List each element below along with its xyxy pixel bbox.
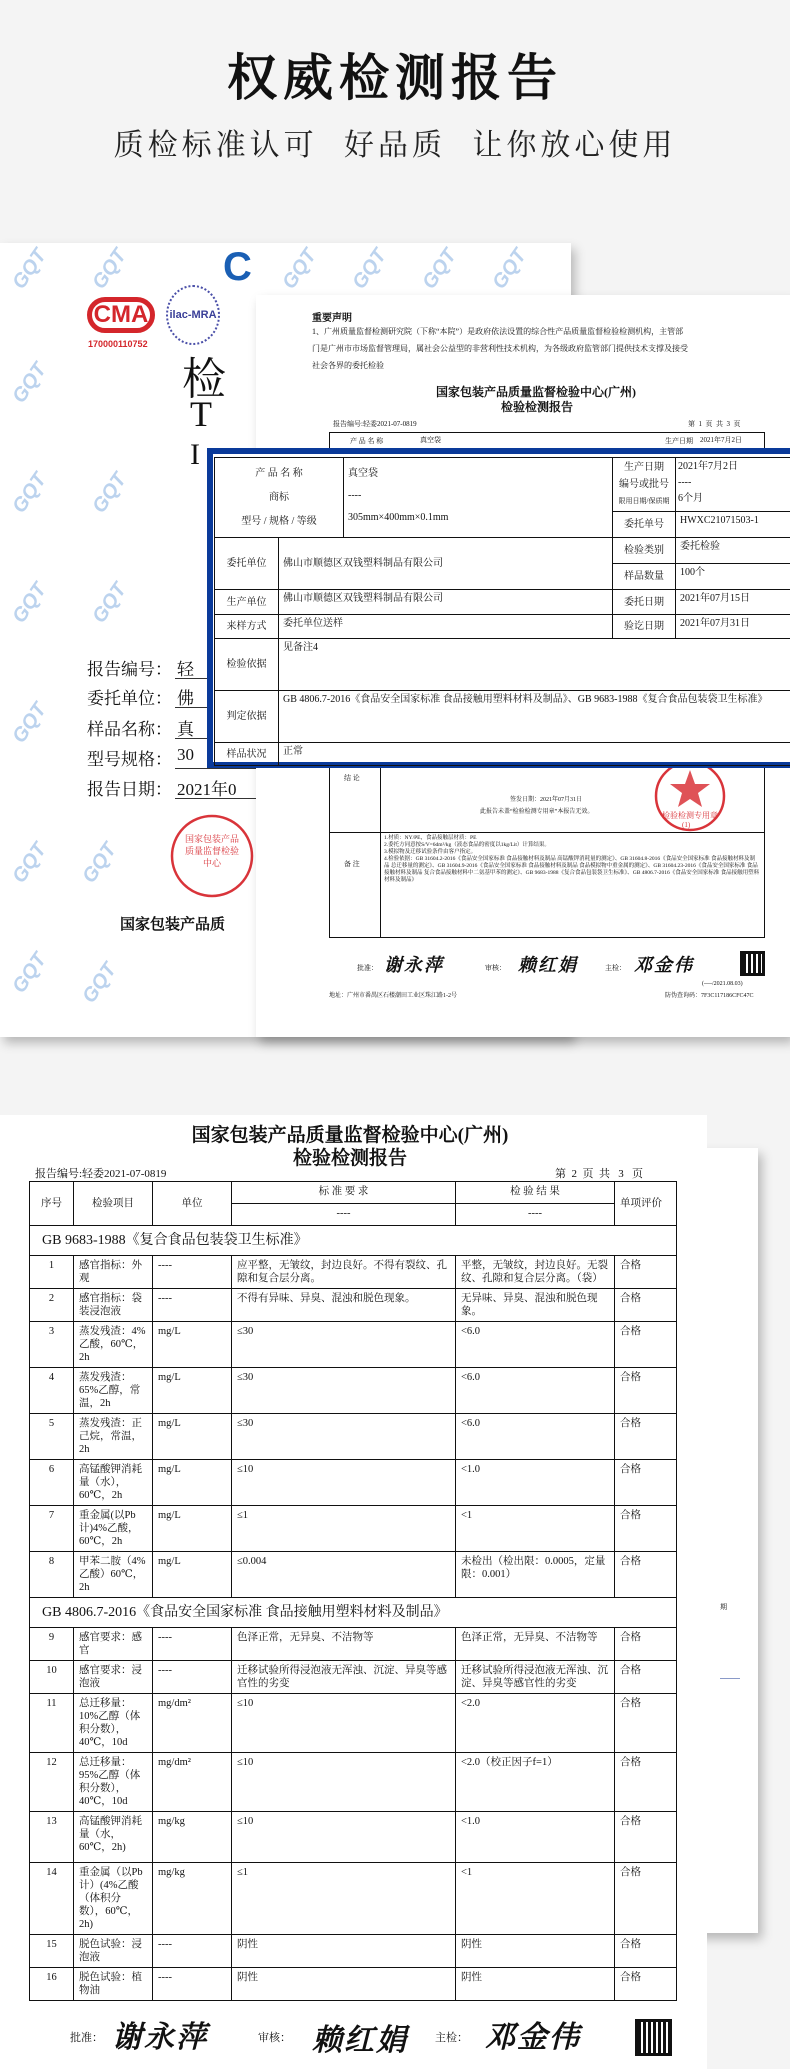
unit: mg/L (153, 1552, 232, 1598)
order-no-value: HWXC21071503-1 (676, 512, 790, 538)
standard-requirement: ≤30 (232, 1368, 456, 1414)
lab-address: 地址：广州市番禺区石楼潮田工业区珠江路1-2号 (329, 992, 457, 1001)
test-results-table (29, 1181, 677, 2001)
qr-date: (----/2021.08.03) (702, 980, 743, 989)
cma-logo: CMA (87, 297, 155, 333)
evaluation: 合格 (615, 1863, 677, 1935)
section-title: GB 4806.7-2016《食品安全国家标准 食品接触用塑料材料及制品》 (30, 1598, 677, 1628)
test-item: 重金属（以Pb计）(4%乙酸（体积分数），60℃，2h) (74, 1863, 153, 1935)
row-number: 15 (30, 1935, 74, 1968)
test-result: 色泽正常，无异臭、不洁物等 (456, 1628, 615, 1661)
gqt-watermark: GQT (8, 469, 52, 518)
cover-title-fragment: T (190, 393, 212, 435)
remark-line: 4.检验依据：GB 31604.2-2016《食品安全国家标准 食品接触材料及制品 高锰酸钾消耗量的测定》、GB 31604.8-2016《食品安全国家标准 食品接触材料及制品 总迁移量的测定》、GB 31604.9-2016《食品安全国家标准 食品接触材料及制品 食品模拟物中重金属的测定》、GB 31604.23-2016《食品安全国家标准 食品接触材料及制品 复合食品接触材料中二氨基甲苯的测定》、GB 9683-1988《复合食品包装袋卫生标准》、GB 4806.7-2016《食品安全国家标准 食品接触用塑料材料及制品》 (384, 856, 760, 884)
standard-requirement: ≤1 (232, 1506, 456, 1552)
table-row (30, 1935, 677, 1968)
test-result: <6.0 (456, 1414, 615, 1460)
report-number: 报告编号:轻委2021-07-0819 (333, 420, 417, 429)
col-header-evaluation: 单项评价 (615, 1182, 677, 1226)
unit: mg/L (153, 1460, 232, 1506)
test-result: <1.0 (456, 1812, 615, 1863)
inspect-label: 主检： (435, 2029, 468, 2045)
approve-signature: 谢永萍 (384, 951, 444, 977)
cover-field-value: 轻 (177, 655, 194, 680)
cover-field-label: 样品名称： (87, 715, 172, 740)
row-number: 13 (30, 1812, 74, 1863)
unit: mg/kg (153, 1863, 232, 1935)
table-row (30, 1506, 677, 1552)
test-item: 重金属(以Pb计)4%乙酸，60℃，2h (74, 1506, 153, 1552)
issue-date: 签发日期：2021年07月31日 (510, 796, 582, 805)
standard-requirement: ≤10 (232, 1812, 456, 1863)
sample-qty-value: 100个 (676, 564, 790, 590)
inspect-signature: 邓金伟 (634, 951, 694, 977)
svg-text:检验检测专用章: 检验检测专用章 (662, 810, 718, 820)
sample-qty-label: 样品数量 (613, 564, 676, 590)
evaluation: 合格 (615, 1256, 677, 1289)
gqt-watermark: GQT (418, 245, 462, 294)
page-fragment: 期 (720, 1603, 727, 1612)
judgement-basis-value: GB 4806.7-2016《食品安全国家标准 食品接触用塑料材料及制品》、GB 9683-1988《复合食品包装袋卫生标准》 (279, 691, 790, 743)
row-number: 16 (30, 1968, 74, 2001)
sample-status-value: 正常 (279, 743, 790, 766)
standard-requirement: ≤30 (232, 1322, 456, 1368)
test-result: 迁移试验所得浸泡液无浑浊、沉淀、异臭等感官性的劣变 (456, 1661, 615, 1694)
report-number: 报告编号:轻委2021-07-0819 (35, 1165, 166, 1181)
conclusion-remarks-table (329, 760, 765, 938)
order-no-label: 委托单号 (613, 512, 676, 538)
evaluation: 合格 (615, 1968, 677, 2001)
test-result: 阴性 (456, 1968, 615, 2001)
entrust-date-label: 委托日期 (613, 590, 676, 615)
batch-value: ---- (678, 475, 788, 491)
table-row (30, 1661, 677, 1694)
evaluation: 合格 (615, 1812, 677, 1863)
row-number: 12 (30, 1753, 74, 1812)
row-number: 8 (30, 1552, 74, 1598)
completion-date-value: 2021年07月31日 (676, 615, 790, 639)
unit: mg/L (153, 1322, 232, 1368)
anti-fake-code: 防伪查询码：7F3C117186CFC47C (665, 992, 753, 1001)
table-row (30, 1414, 677, 1460)
col-header-unit: 单位 (153, 1182, 232, 1226)
page-heading: 权威检测报告 (0, 38, 790, 110)
evaluation: 合格 (615, 1694, 677, 1753)
standard-requirement: ≤10 (232, 1694, 456, 1753)
table-row (30, 1256, 677, 1289)
conclusion-label: 结 论 (344, 774, 360, 783)
model-label: 型号 / 规格 / 等级 (219, 510, 339, 534)
standard-requirement: 迁移试验所得浸泡液无浑浊、沉淀、异臭等感官性的劣变 (232, 1661, 456, 1694)
row-number: 6 (30, 1460, 74, 1506)
standard-requirement: 阴性 (232, 1968, 456, 2001)
sample-status-label: 样品状况 (215, 743, 279, 766)
product-name-label: 产 品 名 称 (219, 462, 339, 486)
inspect-label: 主检： (605, 964, 626, 973)
test-result: <1 (456, 1506, 615, 1552)
approve-label: 批准： (357, 964, 378, 973)
row-number: 7 (30, 1506, 74, 1552)
test-result: 平整，无皱纹，封边良好。无裂纹、孔隙和复合层分离。（袋） (456, 1256, 615, 1289)
unit: mg/L (153, 1414, 232, 1460)
approve-label: 批准： (70, 2029, 103, 2045)
standard-requirement: 应平整，无皱纹，封边良好。不得有裂纹、孔隙和复合层分离。 (232, 1256, 456, 1289)
production-date-value: 2021年7月2日 (678, 459, 788, 475)
gqt-watermark: GQT (88, 245, 132, 294)
test-item: 脱色试验：植物油 (74, 1968, 153, 2001)
report-page-2 (0, 1115, 707, 2069)
qr-code (635, 2019, 672, 2056)
table-row (30, 1694, 677, 1753)
table-row (30, 1552, 677, 1598)
date-values-cell (676, 458, 790, 512)
report-org-title: 国家包装产品质量监督检验中心(广州) (436, 383, 636, 400)
unit: mg/L (153, 1506, 232, 1552)
unit: mg/dm² (153, 1753, 232, 1812)
manufacturer-value: 佛山市顺德区双钱塑料制品有限公司 (279, 590, 613, 615)
test-item: 感官要求：感官 (74, 1628, 153, 1661)
standard-requirement: ≤10 (232, 1460, 456, 1506)
test-item: 感官指标：外观 (74, 1256, 153, 1289)
gqt-watermark: GQT (8, 699, 52, 748)
sample-info-table (214, 457, 790, 766)
table-row (30, 1863, 677, 1935)
row-number: 10 (30, 1661, 74, 1694)
remark-line: 3.模拟物及迁移试验条件由客户指定。 (384, 849, 760, 856)
client-value: 佛山市顺德区双钱塑料制品有限公司 (279, 538, 613, 590)
row-number: 14 (30, 1863, 74, 1935)
standard-requirement: ≤0.004 (232, 1552, 456, 1598)
cover-field-value: 真 (177, 715, 194, 740)
test-result: 阴性 (456, 1935, 615, 1968)
evaluation: 合格 (615, 1322, 677, 1368)
unit: ---- (153, 1289, 232, 1322)
gqt-watermark: GQT (8, 579, 52, 628)
cover-field-underline (175, 768, 265, 769)
row-number: 11 (30, 1694, 74, 1753)
cover-field-label: 报告编号： (87, 655, 172, 680)
review-signature: 赖红娟 (518, 951, 578, 977)
evaluation: 合格 (615, 1661, 677, 1694)
manufacturer-label: 生产单位 (215, 590, 279, 615)
model-value: 305mm×400mm×0.1mm (348, 507, 608, 529)
gqt-watermark: GQT (8, 839, 52, 888)
cover-footer-org: 国家包装产品质 (120, 913, 225, 934)
section-title: GB 9683-1988《复合食品包装袋卫生标准》 (30, 1226, 677, 1256)
test-item: 总迁移量：10%乙醇（体积分数），40℃，10d (74, 1694, 153, 1753)
remark-line: 2.委托方同意按S/V=6dm²/kg（液态食品的密度以1kg/Lit）计算结果。 (384, 842, 760, 849)
notice-title: 重要声明 (312, 309, 352, 324)
result-subheader: ---- (456, 1204, 615, 1226)
notice-text (312, 323, 782, 374)
cover-title-fragment: I (190, 438, 200, 472)
evaluation: 合格 (615, 1460, 677, 1506)
row-number: 4 (30, 1368, 74, 1414)
unit: ---- (153, 1968, 232, 2001)
test-result: <6.0 (456, 1322, 615, 1368)
unit: ---- (153, 1628, 232, 1661)
cover-field-value: 佛 (177, 684, 194, 709)
cover-field-value: 2021年0 (177, 775, 237, 800)
header-value: 真空袋 (420, 435, 441, 445)
brand-value: ---- (348, 485, 608, 507)
gqt-watermark: GQT (278, 245, 322, 294)
partial-logo: C (223, 245, 252, 290)
notice-line: 社会各界的委托检验 (312, 357, 782, 374)
cover-title-fragment: 检 (182, 343, 226, 407)
entrust-date-value: 2021年07月15日 (676, 590, 790, 615)
test-result: <6.0 (456, 1368, 615, 1414)
page-number: 第 2 页 共 3 页 (555, 1165, 643, 1181)
table-row (30, 1322, 677, 1368)
unit: ---- (153, 1661, 232, 1694)
gqt-watermark: GQT (78, 839, 122, 888)
unit: mg/dm² (153, 1694, 232, 1753)
standard-requirement: 阴性 (232, 1935, 456, 1968)
evaluation: 合格 (615, 1628, 677, 1661)
test-item: 高锰酸钾消耗量（水），60℃，2h (74, 1460, 153, 1506)
evaluation: 合格 (615, 1935, 677, 1968)
evaluation: 合格 (615, 1414, 677, 1460)
cover-field-underline (175, 798, 265, 799)
table-row (30, 1460, 677, 1506)
unit: mg/L (153, 1368, 232, 1414)
test-result: 无异味、异臭、混浊和脱色现象。 (456, 1289, 615, 1322)
test-item: 蒸发残渣：4%乙酸，60℃，2h (74, 1322, 153, 1368)
test-result: <2.0（校正因子f=1） (456, 1753, 615, 1812)
test-item: 感官要求：浸泡液 (74, 1661, 153, 1694)
header-label: 生产日期 (665, 436, 693, 446)
approve-signature: 谢永萍 (112, 2012, 208, 2056)
row-number: 9 (30, 1628, 74, 1661)
col-header-standard: 标 准 要 求 (232, 1182, 456, 1204)
unit: mg/kg (153, 1812, 232, 1863)
table-row (30, 1628, 677, 1661)
table-row (30, 1368, 677, 1414)
review-signature: 赖红娟 (312, 2015, 408, 2059)
unit: ---- (153, 1935, 232, 1968)
product-name-value: 真空袋 (348, 463, 608, 485)
row-number: 2 (30, 1289, 74, 1322)
standard-requirement: ≤1 (232, 1863, 456, 1935)
test-item: 蒸发残渣：正己烷，常温，2h (74, 1414, 153, 1460)
test-item: 蒸发残渣：65%乙醇，常温，2h (74, 1368, 153, 1414)
gqt-watermark: GQT (88, 579, 132, 628)
section-row (30, 1226, 677, 1256)
header-label: 产 品 名 称 (350, 436, 383, 446)
test-basis-value: 见备注4 (279, 639, 790, 691)
highlighted-sample-info (207, 448, 790, 768)
sampling-value: 委托单位送样 (279, 615, 613, 639)
col-header-no: 序号 (30, 1182, 74, 1226)
sampling-label: 来样方式 (215, 615, 279, 639)
product-labels-cell (215, 458, 344, 538)
stamp-text: 国家包装产品质量监督检验中心 (184, 833, 240, 869)
page-subheading: 质检标准认可 好品质 让你放心使用 (0, 120, 790, 164)
cover-field-label: 报告日期： (87, 775, 172, 800)
stamp-notice: 此报告未盖“检验检测专用章”本报告无效。 (480, 808, 593, 817)
gqt-watermark: GQT (88, 469, 132, 518)
gqt-watermark: GQT (8, 245, 52, 294)
cover-field-label: 委托单位： (87, 684, 172, 709)
report-title: 检验检测报告 (501, 398, 573, 415)
notice-line: 门是广州市市场监督管理局，属社会公益型的非营利性技术机构，为各级政府监管部门提供技术支撑及接受 (312, 340, 782, 357)
evaluation: 合格 (615, 1289, 677, 1322)
evaluation: 合格 (615, 1753, 677, 1812)
section-row (30, 1598, 677, 1628)
gqt-watermark: GQT (8, 949, 52, 998)
test-result: <1.0 (456, 1460, 615, 1506)
gqt-watermark: GQT (78, 959, 122, 1008)
evaluation: 合格 (615, 1368, 677, 1414)
table-row (30, 1753, 677, 1812)
col-header-result: 检 验 结 果 (456, 1182, 615, 1204)
test-item: 高锰酸钾消耗量（水，60℃，2h) (74, 1812, 153, 1863)
cover-field-label: 型号规格： (87, 745, 172, 770)
product-values-cell (344, 458, 613, 538)
gqt-watermark: GQT (348, 245, 392, 294)
unit: ---- (153, 1256, 232, 1289)
report-org-title: 国家包装产品质量监督检验中心(广州) (0, 1120, 700, 1147)
notice-line: 1、广州质量监督检测研究院（下称“本院”）是政府依法设置的综合性产品质量监督检验检测机构，主管部 (312, 323, 782, 340)
test-item: 总迁移量：95%乙醇（体积分数），40℃，10d (74, 1753, 153, 1812)
test-item: 脱色试验：浸泡液 (74, 1935, 153, 1968)
test-result: <1 (456, 1863, 615, 1935)
judgement-basis-label: 判定依据 (215, 691, 279, 743)
test-type-value: 委托检验 (676, 538, 790, 564)
date-labels-cell (613, 458, 676, 512)
ilac-mra-logo: ilac-MRA (166, 285, 220, 345)
row-number: 1 (30, 1256, 74, 1289)
brand-label: 商标 (219, 486, 339, 510)
cover-field-value: 30 (177, 745, 194, 765)
standard-subheader: ---- (232, 1204, 456, 1226)
inspection-seal-stamp (652, 760, 728, 832)
table-row (30, 1968, 677, 2001)
test-item: 感官指标：袋装浸泡液 (74, 1289, 153, 1322)
batch-label: 编号或批号 (614, 476, 674, 493)
standard-requirement: 不得有异味、异臭、混浊和脱色现象。 (232, 1289, 456, 1322)
row-number: 3 (30, 1322, 74, 1368)
gqt-watermark: GQT (488, 245, 532, 294)
remarks-text (384, 835, 760, 884)
test-result: <2.0 (456, 1694, 615, 1753)
test-result: 未检出（检出限：0.0005，定量限：0.001） (456, 1552, 615, 1598)
completion-date-label: 验讫日期 (613, 615, 676, 639)
header-value: 2021年7月2日 (700, 435, 742, 445)
svg-text:(1): (1) (682, 821, 691, 829)
col-header-item: 检验项目 (74, 1182, 153, 1226)
test-item: 甲苯二胺（4%乙酸）60℃，2h (74, 1552, 153, 1598)
shelf-life-value: 6个月 (678, 491, 788, 507)
standard-requirement: ≤10 (232, 1753, 456, 1812)
page-number: 第 1 页 共 3 页 (688, 420, 741, 429)
evaluation: 合格 (615, 1506, 677, 1552)
test-type-label: 检验类别 (613, 538, 676, 564)
signature-block (0, 2009, 707, 2064)
standard-requirement: ≤30 (232, 1414, 456, 1460)
standard-requirement: 色泽正常，无异臭、不洁物等 (232, 1628, 456, 1661)
remark-line: 1.材质：NY/PE，食品接触层材质：PE (384, 835, 760, 842)
inspect-signature: 邓金伟 (485, 2012, 581, 2056)
gqt-watermark: GQT (8, 359, 52, 408)
row-number: 5 (30, 1414, 74, 1460)
shelf-life-label: 限用日期/保质期 (614, 493, 674, 510)
production-date-label: 生产日期 (614, 459, 674, 476)
table-row (30, 1812, 677, 1863)
table-row (30, 1289, 677, 1322)
report-title: 检验检测报告 (0, 1143, 700, 1170)
test-basis-label: 检验依据 (215, 639, 279, 691)
review-label: 审核： (485, 964, 506, 973)
client-label: 委托单位 (215, 538, 279, 590)
remarks-label: 备 注 (344, 860, 360, 869)
cma-number: 170000110752 (88, 339, 148, 349)
review-label: 审核： (258, 2029, 291, 2045)
qr-code (740, 951, 765, 976)
evaluation: 合格 (615, 1552, 677, 1598)
